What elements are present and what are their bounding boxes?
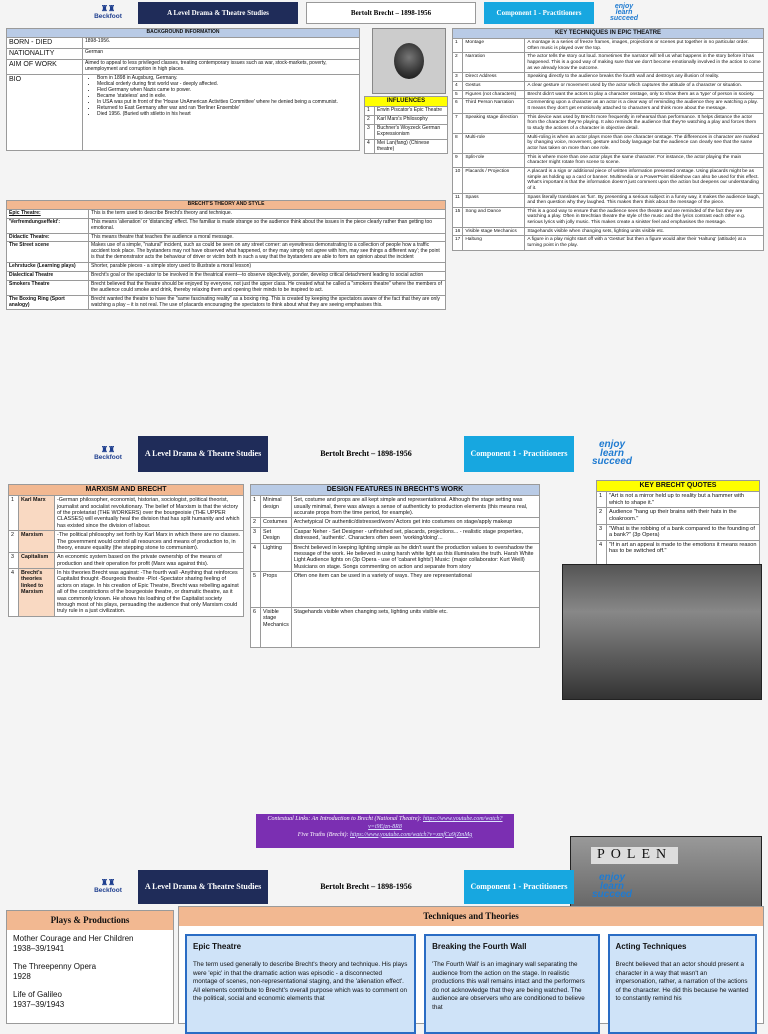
crest-icon: ♜♜ [100, 4, 116, 14]
bio-item: • Fled Germany when Nazis came to power. [97, 88, 357, 94]
enjoy-logo: enjoy learn succeed [591, 872, 633, 901]
beckfoot-logo: ♜♜ Beckfoot [94, 445, 122, 462]
background-info [6, 28, 360, 151]
link-label-2: Five Truths (Brecht): [297, 831, 349, 838]
nationality-label: NATIONALITY [7, 49, 83, 60]
card-title: Breaking the Fourth Wall [432, 941, 527, 951]
play-title: The Threepenny Opera [13, 961, 97, 971]
card-fourth-wall [424, 934, 599, 1034]
born-died-label: BORN - DIED [7, 37, 83, 48]
card-title: Epic Theatre [193, 941, 242, 951]
link-1[interactable]: https://www.youtube.com/watch?v=i9Ejzn-8R8 [368, 816, 503, 830]
header-top [86, 2, 726, 24]
play-title: Life of Galileo [13, 989, 62, 999]
theory-style: BRECHT'S THEORY AND STYLE Epic Theatre: This is the term used to describe Brecht's theory and technique. 'Verfremdungseffekt': This means 'alienation' or 'distancing' effect. The familiar is made strange so the audience think about the issues in the piece clearly rather than getting too emotional. Didactic Theatre: This means theatre that teaches the audience a moral message. The Street scene Makes use of a simple, "natural" incident, such as could be seen on any street corner: an eyewitness demonstrating to a collection of people how a traffic accident took place. The bystanders may not have observed what happened, or they may simply not agree with him, may see things a different way'; the point is that the demonstrator acts the behaviour of driver or victim both in such a way that the bystanders are able to form an opinion about the incident Lehrstucke (Learning plays) Shorter, parable pieces - a simple story used to illustrate a moral lesson) Dialectical Theatre Brecht's goal or the spectator to be involved in the theatrical event—to observe objectively, ponder, develop critical detachment leading to social action Smokers Theatre Brecht believed that the theatre should be enjoyed by everyone, not just the upper class. He created what he called a "smokers theatre" where the members of the audience could smoke and drink, thereby relaxing them and opening their minds to be inspired to act. The Boxing Ring (Sport analogy) Brecht wanted the theatre to have the "same fascinating reality" as a boxing ring. This is created by keeping the spectators aware of the fact that they are only watching a play – it is not real. The use of placards encouraging the spectators to think about what they are seeing emphasises this. [6, 200, 446, 310]
plays-heading: Plays & Productions [7, 911, 173, 930]
aim-value: Aimed to appeal to less privileged classes, treating contemporary issues such as war, stock-markets, poverty, unemployment and corruption in high places. [83, 60, 360, 75]
plays-productions [6, 910, 174, 1024]
key-techniques: KEY TECHNIQUES IN EPIC THEATRE 1 Montage A montage is a series of freeze frames, images, projections or scenes put together in no particular order. Often music is played over the top. 2 Narration The actor tells the story out loud. Sometimes the narrator will tell us what happens in the story before it has happened. This is a good way of making sure that we don't become emotionally involved in the action to come as we already know the outcome. 3 Direct Address Speaking directly to the audience breaks the fourth wall and destroys any illusion of reality. 4 Gestus A clear gesture or movement used by the actor which captures the attitude of a character or situation. 5 Figures (not characters) Brecht didn't want the actors to play a character onstage, only to show them as a 'type' of person in society. 6 Third Person Narration Commenting upon a character as an actor is a clear way of reminding the audience they are watching a play. It means they don't get emotionally attached to characters and think more about the message. 7 Speaking stage direction This device was used by Brecht more frequently in rehearsal than performance. It helps distance the actor from the character they're playing. It also reminds the audience that they're watching a play and forces them to study the actions of a character in objective detail. 8 Multi-role Multi-roling is when an actor plays more than one character onstage. The differences in character are marked by changing voice, movement, gesture and body language but the audience can clearly see that the same actor has taken on more than one role. 9 Split-role This is where more than one actor plays the same character. For instance, the actor playing the main character might rotate from scene to scene. 10 Placards / Projection A placard is a sign or additional piece of written information presented onstage. Using placards might be as simple as holding up a card or banner. Multimedia or a PowerPoint slideshow can also be used for this effect. What's important is that the information doesn't just comment upon the action but deepens our understanding of it. 11 Spass Spass literally translates as 'fun'. By presenting a serious subject in a funny way, it makes the audience laugh, and then question why they laughed. This makes them think about the message of the piece. 15 Song and Dance This is a good way to ensure that the audience sees the theatre and are reminded of the fact they are watching a play. Often in Brechtian theatre the style of the music and the lyrics contrast each other e.g. serious lyrics with jolly music. This makes create a sinister feel and emphasises the message. 16 Visible stage Mechanics Stagehands visible when changing sets, lighting units visible etc. 17 Haltung A figure in a play might start off with a 'Gestus' but then a figure would alter their 'Haltung' (attitude) at a turning point in the play. [452, 28, 764, 251]
theory-heading: BRECHT'S THEORY AND STYLE [7, 201, 446, 210]
component-label: Component 1 - Practitioners [484, 2, 594, 24]
page-title: Bertolt Brecht – 1898-1956 [306, 2, 476, 24]
bio-item: • In USA was put in front of the 'House UnAmerican Activities Committee' where he denied being a communist. [97, 100, 357, 106]
bio-item: • Became 'stateless' and in exile. [97, 94, 357, 100]
brecht-portrait [372, 28, 446, 94]
page-title: Bertolt Brecht – 1898-1956 [320, 449, 412, 459]
card-text: 'The Fourth Wall' is an imaginary wall separating the audience from the action on the stage. In realistic productions this wall remains intact and the performers do not acknowledge that they are being watched. The audience are observers who are conditioned to believe that [432, 961, 585, 1011]
link-2[interactable]: https://www.youtube.com/watch?v=xmfCa9jZmMg [350, 831, 473, 838]
design-features: DESIGN FEATURES IN BRECHT'S WORK 1 Minimal design Set, costume and props are all kept simple and representational. Although the stage setting was usually minimal, there was always a sense of authenticity to production elements (this means real, accurate props from the time period, for example). 2 Costumes Archetypical Or authentic/distressed/worn/ Actors get into costumes on stage/apply makeup 3 Set Design Caspar Neher - Set Designer - unfinished set, placards, projections... - realistic stage properties, distressed, 'authentic'. Characters often seen 'working/doing'... 4 Lighting Brecht believed in keeping lighting simple as he didn't want the production values to overshadow the message of the work. He believed in using harsh white light as this illuminates the truth. Harsh White Light Audience lights on (3p Opera - use of 'cabaret lights') Music: (major collaborator: Kurt Weill) Musicians on stage. Songs commenting on action and separate from story 5 Props Often one item can be used in a variety of ways. They are representational 6 Visible stage Mechanics Stagehands visible when changing sets, lighting units visible etc. [250, 484, 540, 648]
card-text: Brecht believed that an actor should present a character in a way that wasn't an impersonation, rather, a narration of the actions of the character. He did this because he wanted to constantly remind his [615, 961, 749, 1003]
header-middle [86, 436, 726, 472]
quote-item: "What is the robbing of a bank compared to the founding of a bank?" (3p Opera) [607, 524, 760, 540]
nationality-value: German [83, 49, 360, 60]
contextual-links [256, 814, 514, 848]
stage-photo [562, 564, 762, 700]
design-heading: DESIGN FEATURES IN BRECHT'S WORK [251, 485, 540, 496]
bio-item: • Born in 1898 in Augsburg, Germany. [97, 76, 357, 82]
page-title: Bertolt Brecht – 1898-1956 [320, 882, 412, 892]
influence-item: Buchner's Woyzeck German Expressionism [375, 124, 448, 139]
marxism: MARXISM AND BRECHT 1 Karl Marx -German philosopher, economist, historian, sociologist, political theorist, journalist and socialist revolutionary. The belief of Marxism is that the victory of the proletariat (THE WORKERS) over the bourgeoisie (THE UPPER CLASSES) will eventually heal the division that has split humanity and which has existed since the division of labour. 2 Marxism -The political philosophy set forth by Karl Marx in which there are no classes. The government would control all resources and means of production to, in theory, ensure equality (the stepping stone to communism). 3 Capitalism An economic system based on the private ownership of the means of production and their operation for profit (Marx was against this). 4 Brecht's theories linked to Marxism In his theories Brecht was against: -The fourth wall -Anything that reinforces Capitalist thought -Bourgeois theatre -Plot -Spectator sharing feeling of actors on stage. In his creation of Epic Theatre, Brecht was rebelling against all of the constrictions of the bourgeoisie theatre, or dramatic theatre, as it was commonly known. He shows his loathing of the Capitalist society through most of his plays, persuading the audience that only Marxism could truly rule in a just civilization. [8, 484, 244, 617]
techniques-theories [178, 906, 764, 1024]
header-bottom [86, 870, 726, 904]
card-acting-techniques [608, 934, 757, 1034]
influence-item: Karl Marx's Philosophy [375, 115, 448, 124]
course-title: A Level Drama & Theatre Studies [138, 436, 268, 472]
born-died-value: 1898-1956. [83, 37, 360, 48]
beckfoot-logo: ♜♜ Beckfoot [94, 878, 122, 895]
influence-item: Erwin Piscator's Epic Theatre [375, 107, 448, 116]
techniques-heading: KEY TECHNIQUES IN EPIC THEATRE [453, 29, 764, 39]
component-label: Component 1 - Practitioners [464, 870, 574, 904]
quote-item: Audience "hang up their brains with their hats in the cloakroom." [607, 508, 760, 524]
background-heading: BACKGROUND INFORMATION [7, 29, 360, 38]
key-quotes: KEY BRECHT QUOTES 1 "Art is not a mirror held up to reality but a hammer with which to shape it." 2 Audience "hang up their brains with their hats in the cloakroom." 3 "What is the robbing of a bank compared to the founding of a bank?" (3p Opera) 4 "If in art an appeal is made to the emotions it means reason has to be switched off." [596, 480, 760, 567]
card-title: Acting Techniques [615, 941, 687, 951]
polen-sign: POLEN [591, 847, 678, 864]
influences: INFLUENCES 1 Erwin Piscator's Epic Theatre 2 Karl Marx's Philosophy 3 Buchner's Woyzeck German Expressionism 4 Mei Lan(fang) (Chinese theatre) [364, 96, 448, 154]
bio-label: BIO [7, 75, 83, 151]
course-title: A Level Drama & Theatre Studies [138, 870, 268, 904]
card-text: The term used generally to describe Brecht's theory and technique. His plays were 'epic' in that the dramatic action was episodic - a disconnected montage of scenes, non-representational staging, and the 'alienation effect'. All elements contribute to Brecht's overall purpose which was to comment on the political, social and economic elements that [193, 961, 408, 1003]
quotes-heading: KEY BRECHT QUOTES [597, 481, 760, 492]
beckfoot-logo: ♜♜ Beckfoot [94, 4, 122, 21]
influence-item: Mei Lan(fang) (Chinese theatre) [375, 139, 448, 154]
enjoy-logo: enjoy learn succeed [591, 439, 633, 468]
bio-item: • Returned to East Germany after war and ran 'Berliner Ensemble' [97, 106, 357, 112]
bio-item: • Died 1956. (Buried with stiletto in his heart [97, 112, 357, 118]
link-label-1: Contextual Links: An Introduction to Brecht (National Theatre): [267, 816, 422, 822]
play-years: 1937–39/1943 [13, 999, 65, 1009]
crest-icon: ♜♜ [100, 878, 116, 888]
influences-heading: INFLUENCES [365, 97, 448, 107]
tt-heading: Techniques and Theories [179, 907, 763, 926]
course-title: A Level Drama & Theatre Studies [138, 2, 298, 24]
crest-icon: ♜♜ [100, 445, 116, 455]
marxism-heading: MARXISM AND BRECHT [9, 485, 244, 496]
card-epic-theatre [185, 934, 416, 1034]
portrait-face-icon [394, 43, 424, 79]
play-years: 1938–39/1941 [13, 943, 65, 953]
enjoy-logo: enjoy learn succeed [609, 3, 639, 22]
aim-label: AIM OF WORK [7, 60, 83, 75]
bio-list [83, 75, 360, 151]
component-label: Component 1 - Practitioners [464, 436, 574, 472]
play-title: Mother Courage and Her Children [13, 933, 134, 943]
bio-item: • Medical orderly during first world war - deeply affected. [97, 82, 357, 88]
quote-item: "If in art an appeal is made to the emotions it means reason has to be switched off." [607, 540, 760, 566]
quote-item: "Art is not a mirror held up to reality but a hammer with which to shape it." [607, 492, 760, 508]
play-years: 1928 [13, 971, 31, 981]
